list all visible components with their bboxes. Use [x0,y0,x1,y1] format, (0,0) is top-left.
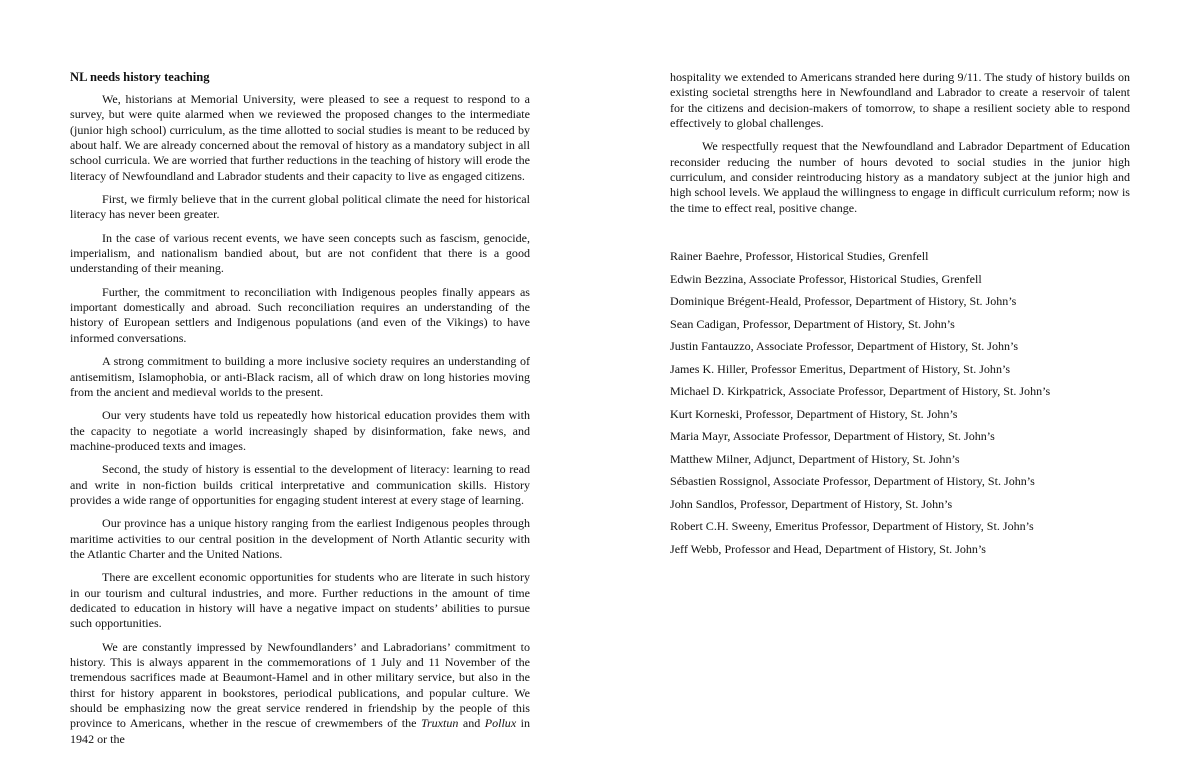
signatory: Maria Mayr, Associate Professor, Department of History, St. John’s [670,429,995,444]
paragraph-text: and [458,716,485,731]
ship-name: Truxtun [420,716,459,731]
signatory: Sébastien Rossignol, Associate Professor, Department of History, St. John’s [670,474,1035,489]
signatory: James K. Hiller, Professor Emeritus, Department of History, St. John’s [670,361,1011,376]
signatory: Rainer Baehre, Professor, Historical Studies, Grenfell [670,249,929,264]
paragraph: We, historians at Memorial University, were pleased to see a request to respond to a survey, but were quite alarmed when we reviewed the proposed changes to the intermediate (junior high school) curriculum, as the time allotted to social studies is meant to be reduced by about half. We are already concerned about the removal of history as a mandatory subject in all school curricula. We are worried that further reductions in the teaching of history will erode the literacy of Newfoundland and Labrador students and their capacity to live as engaged citizens. [70,92,530,183]
paragraph: A strong commitment to building a more inclusive society requires an understanding of antisemitism, Islamophobia, or anti-Black racism, all of which draw on long histories moving from the ancient and medieval worlds to the present. [70,354,530,399]
signatory: Robert C.H. Sweeny, Emeritus Professor, Department of History, St. John’s [670,519,1034,534]
signatory: Michael D. Kirkpatrick, Associate Professor, Department of History, St. John’s [670,384,1051,399]
paragraph-text: in 1942 or the [70,716,530,746]
signatory: Edwin Bezzina, Associate Professor, Historical Studies, Grenfell [670,271,982,286]
signatory: John Sandlos, Professor, Department of History, St. John’s [670,496,953,511]
paragraph: First, we firmly believe that in the current global political climate the need for historical literacy has never been greater. [70,192,530,222]
article-title: NL needs history teaching [70,70,210,84]
signatory: Jeff Webb, Professor and Head, Department of History, St. John’s [670,542,986,556]
paragraph-text: We are constantly impressed by Newfoundlanders’ and Labradorians’ commitment to history. This is always apparent in the commemorations of 1 July and 11 November of the tremendous sacrifices made at Beaumont-Hamel and in other military service, but also in the thirst for history apparent in bookstores, periodical publications, and popular culture. We should be emphasizing now the great service rendered in friendship by the people of this province to Americans, whether in the rescue of crewmembers of the [70,639,530,731]
paragraph: We respectfully request that the Newfoundland and Labrador Department of Education reconsider reducing the number of hours devoted to social studies in the junior high curriculum, and consider reintroducing history as a mandatory subject at the junior high and high school levels. We applaud the willingness to engage in difficult curriculum reform; now is the time to effect real, positive change. [670,139,1130,215]
paragraph: Further, the commitment to reconciliation with Indigenous peoples finally appears as important domestically and abroad. Such reconciliation requires an understanding of the history of European settlers and Indigenous populations (and even of the Vikings) to have informed conversations. [70,284,530,345]
ship-name: Pollux [484,716,517,731]
right-page [670,0,1130,776]
signatory: Sean Cadigan, Professor, Department of History, St. John’s [670,316,955,331]
signatory: Dominique Brégent-Heald, Professor, Department of History, St. John’s [670,294,1017,309]
paragraph-last-left [70,640,530,747]
paragraph: Second, the study of history is essential to the development of literacy: learning to read and write in non-fiction builds critical interpretative and communication skills. History provides a wide range of opportunities for engaging student interest at every stage of learning. [70,462,530,507]
signatory: Justin Fantauzzo, Associate Professor, Department of History, St. John’s [670,339,1019,354]
left-page [70,0,530,776]
signatory: Matthew Milner, Adjunct, Department of History, St. John’s [670,451,960,466]
paragraph: Our very students have told us repeatedly how historical education provides them with the capacity to negotiate a world increasingly shaped by disinformation, fake news, and machine-produced texts and images. [70,408,530,453]
paragraph: There are excellent economic opportunities for students who are literate in such history in our tourism and cultural industries, and more. Further reductions in the amount of time dedicated to education in history will have a negative impact on students’ abilities to pursue such opportunities. [70,570,530,631]
signatory: Kurt Korneski, Professor, Department of History, St. John’s [670,406,958,421]
paragraph-continued: hospitality we extended to Americans stranded here during 9/11. The study of history builds on existing societal strengths here in Newfoundland and Labrador to create a reservoir of talent for the citizens and decision-makers of tomorrow, to shape a resilient society able to respond effectively to global challenges. [670,70,1130,131]
paragraph: Our province has a unique history ranging from the earliest Indigenous peoples through maritime activities to our central position in the development of North Atlantic security with the Atlantic Charter and the United Nations. [70,516,530,561]
paragraph: In the case of various recent events, we have seen concepts such as fascism, genocide, imperialism, and nationalism bandied about, but are not confident that there is a good understanding of their meaning. [70,230,530,276]
signatories-list [670,249,1130,557]
